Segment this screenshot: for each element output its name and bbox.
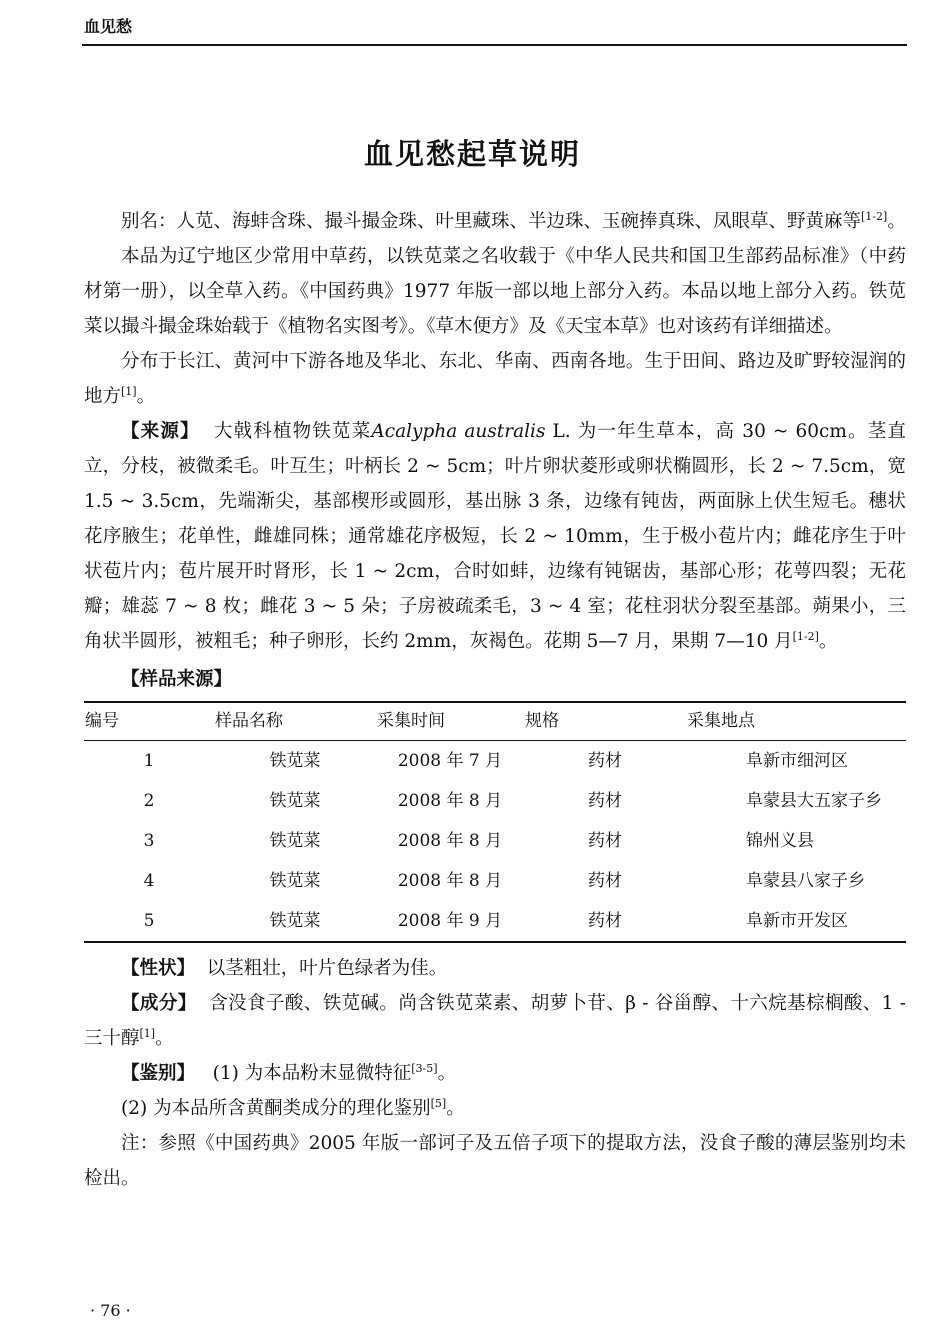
table-cell: 2008 年 8 月 — [397, 870, 503, 891]
table-row — [84, 901, 906, 942]
table-cell: 药材 — [588, 830, 622, 851]
distribution-end: 。 — [136, 386, 156, 407]
table-cell: 2008 年 8 月 — [397, 790, 503, 811]
table-row — [84, 781, 906, 821]
identification-item-1 — [84, 1056, 906, 1091]
table-cell: 药材 — [588, 750, 622, 771]
table-cell: 2008 年 7 月 — [397, 750, 503, 771]
properties-label: 【性状】 — [121, 958, 196, 979]
distribution-paragraph — [84, 344, 906, 414]
page-title: 血见愁起草说明 — [363, 137, 581, 171]
table-cell: 阜蒙县八家子乡 — [746, 870, 865, 891]
distribution-text: 分布于长江、黄河中下游各地及华北、东北、华南、西南各地。生于田间、路边及旷野较湿润的地方 — [84, 351, 906, 407]
table-cell: 药材 — [588, 870, 622, 891]
table-cell: 药材 — [588, 910, 622, 931]
identification-item2-text: (2) 为本品所含黄酮类成分的理化鉴别 — [121, 1098, 431, 1119]
column-header: 样品名称 — [215, 711, 283, 731]
composition-paragraph — [84, 986, 906, 1056]
column-header: 规格 — [525, 711, 559, 731]
samples-table — [84, 701, 906, 943]
distribution-ref: [1] — [121, 385, 137, 398]
history-paragraph: 本品为辽宁地区少常用中草药，以铁苋菜之名收载于《中华人民共和国卫生部药品标准》（中药材第一册），以全草入药。《中国药典》1977 年版一部以地上部分入药。本品以地上部分入药。铁苋菜以撮斗撮金珠始载于《植物名实图考》。《草木便方》及《天宝本草》也对该药有详细描述。 — [84, 246, 906, 337]
source-pre: 大戟科植物铁苋菜 — [213, 421, 372, 442]
table-cell: 3 — [143, 830, 155, 851]
source-latin-name: Acalypha australis — [371, 421, 546, 442]
table-cell: 阜新市细河区 — [746, 750, 848, 771]
source-description: L. 为一年生草本，高 30 ~ 60cm。茎直立，分枝，被微柔毛。叶互生；叶柄长 2 ~ 5cm；叶片卵状菱形或卵状椭圆形，长 2 ~ 7.5cm，宽 1.5 ~ 3.5cm，先端渐尖，基部楔形或圆形，基出脉 3 条，边缘有钝齿，两面脉上伏生短毛。穗状花序腋生；花单性，雌雄同株；通常雄花序极短，长 2 ~ 10mm，生于极小苞片内；雌花序生于叶状苞片内；苞片展开时肾形，长 1 ~ 2cm，合时如蚌，边缘有钝锯齿，基部心形；花萼四裂；无花瓣；雄蕊 7 ~ 8 枚；雌花 3 ~ 5 朵；子房被疏柔毛，3 ~ 4 室；花柱羽状分裂至基部。蒴果小，三角状半圆形，被粗毛；种子卵形，长约 2mm，灰褐色。花期 5—7 月，果期 7—10 月 — [84, 421, 906, 652]
table-cell: 2008 年 8 月 — [397, 830, 503, 851]
table-cell: 阜新市开发区 — [746, 910, 848, 931]
table-cell: 2008 年 9 月 — [397, 910, 503, 931]
column-header: 采集地点 — [687, 711, 755, 731]
table-cell: 5 — [143, 910, 155, 931]
identification-item2-end: 。 — [446, 1098, 465, 1119]
column-header: 采集时间 — [377, 711, 445, 731]
identification-item1-text: (1) 为本品粉末显微特征 — [212, 1063, 412, 1084]
identification-item1-ref: [3-5] — [411, 1062, 438, 1075]
table-cell: 阜蒙县大五家子乡 — [746, 790, 882, 811]
table-cell: 1 — [143, 750, 155, 771]
properties-paragraph — [84, 951, 906, 986]
aliases-paragraph — [84, 204, 906, 239]
page-number: · 76 · — [90, 1301, 131, 1320]
table-cell: 铁苋菜 — [269, 910, 321, 931]
aliases-end: 。 — [887, 211, 906, 232]
table-cell: 锦州义县 — [746, 830, 814, 851]
table-cell: 铁苋菜 — [269, 750, 321, 771]
composition-label: 【成分】 — [121, 993, 197, 1014]
table-row — [84, 821, 906, 861]
properties-text: 以茎粗壮，叶片色绿者为佳。 — [206, 958, 448, 979]
running-header: 血见愁 — [84, 17, 133, 36]
table-header-row — [84, 702, 906, 741]
composition-end: 。 — [155, 1028, 174, 1049]
source-ref: [1-2] — [792, 630, 819, 643]
identification-item2-ref: [5] — [430, 1097, 447, 1110]
table-cell: 铁苋菜 — [269, 870, 321, 891]
table-cell: 铁苋菜 — [269, 790, 321, 811]
aliases-text: 别名：人苋、海蚌含珠、撮斗撮金珠、叶里藏珠、半边珠、玉碗捧真珠、凤眼草、野黄麻等 — [121, 211, 862, 232]
samples-title: 【样品来源】 — [121, 669, 233, 690]
identification-label: 【鉴别】 — [121, 1063, 196, 1084]
composition-ref: [1] — [139, 1027, 156, 1040]
source-end: 。 — [818, 631, 838, 652]
identification-note: 注：参照《中国药典》2005 年版一部诃子及五倍子项下的提取方法，没食子酸的薄层鉴别均未检出。 — [84, 1133, 906, 1189]
main-text — [84, 204, 906, 1196]
source-paragraph — [84, 414, 906, 659]
composition-text: 含没食子酸、铁苋碱。尚含铁苋菜素、胡萝卜苷、β - 谷甾醇、十六烷基棕榈酸、1 - 三十醇 — [84, 993, 906, 1049]
identification-item1-end: 。 — [437, 1063, 457, 1084]
source-label: 【来源】 — [121, 421, 200, 442]
aliases-ref: [1-2] — [861, 210, 888, 223]
table-cell: 药材 — [588, 790, 622, 811]
identification-item-2 — [84, 1091, 906, 1126]
table-cell: 4 — [143, 870, 155, 891]
column-header: 编号 — [85, 711, 119, 731]
table-row — [84, 861, 906, 901]
table-cell: 铁苋菜 — [269, 830, 321, 851]
table-row — [84, 741, 906, 782]
header-rule — [82, 44, 907, 46]
table-cell: 2 — [143, 790, 155, 811]
